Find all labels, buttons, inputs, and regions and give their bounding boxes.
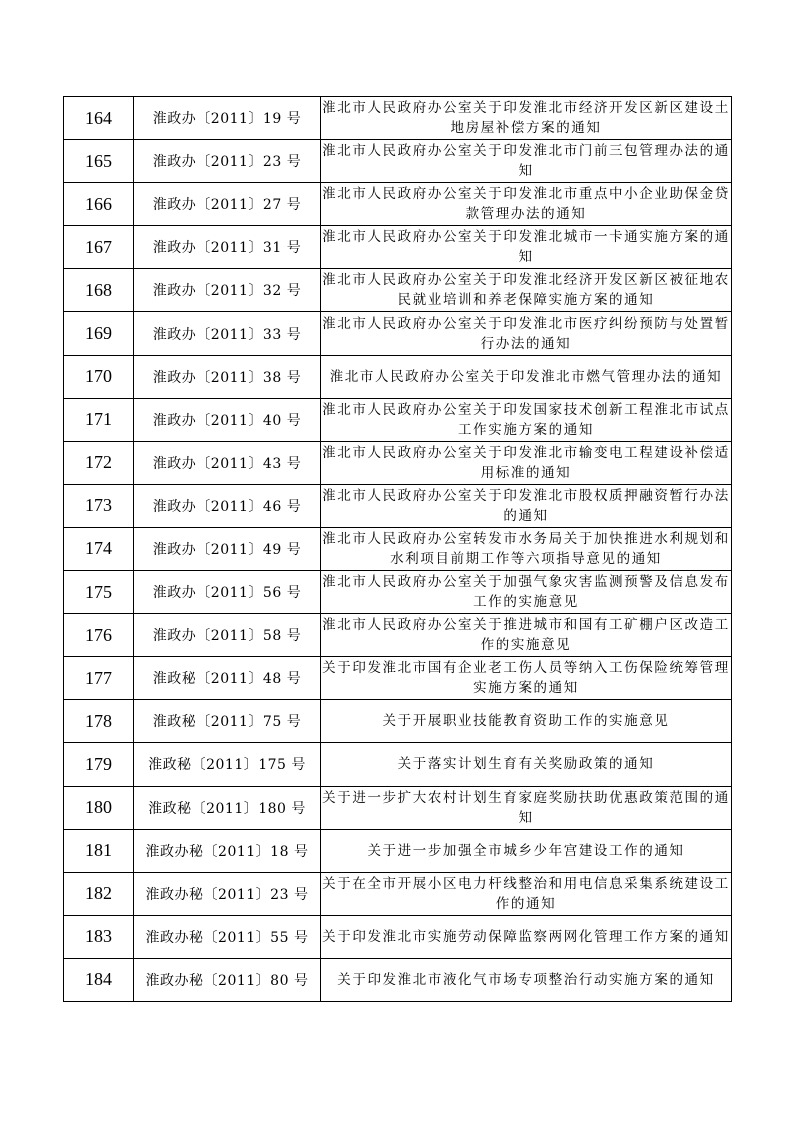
row-sequence-number: 175 <box>64 571 134 614</box>
table-row <box>64 743 732 786</box>
document-number: 淮政办〔2011〕27 号 <box>134 183 321 226</box>
document-number: 淮政办〔2011〕33 号 <box>134 312 321 355</box>
document-title: 关于在全市开展小区电力杆线整治和用电信息采集系统建设工作的通知 <box>321 872 732 915</box>
document-title: 淮北市人民政府办公室转发市水务局关于加快推进水利规划和水利项目前期工作等六项指导意见的通知 <box>321 527 732 570</box>
table-row <box>64 312 732 355</box>
document-title: 淮北市人民政府办公室关于印发淮北市燃气管理办法的通知 <box>321 355 732 398</box>
document-table <box>63 96 732 1002</box>
document-title: 淮北市人民政府办公室关于印发国家技术创新工程淮北市试点工作实施方案的通知 <box>321 398 732 441</box>
document-number: 淮政办秘〔2011〕23 号 <box>134 872 321 915</box>
row-sequence-number: 180 <box>64 786 134 829</box>
row-sequence-number: 169 <box>64 312 134 355</box>
table-row <box>64 571 732 614</box>
row-sequence-number: 167 <box>64 226 134 269</box>
document-number: 淮政秘〔2011〕48 号 <box>134 657 321 700</box>
table-row <box>64 915 732 958</box>
table-row <box>64 829 732 872</box>
document-title: 淮北市人民政府办公室关于印发淮北市重点中小企业助保金贷款管理办法的通知 <box>321 183 732 226</box>
document-number: 淮政办〔2011〕58 号 <box>134 614 321 657</box>
row-sequence-number: 172 <box>64 441 134 484</box>
document-table-body <box>64 97 732 1002</box>
document-number: 淮政办秘〔2011〕80 号 <box>134 958 321 1001</box>
table-row <box>64 958 732 1001</box>
row-sequence-number: 179 <box>64 743 134 786</box>
document-number: 淮政办〔2011〕49 号 <box>134 527 321 570</box>
document-title: 淮北市人民政府办公室关于印发淮北城市一卡通实施方案的通知 <box>321 226 732 269</box>
document-number: 淮政办秘〔2011〕18 号 <box>134 829 321 872</box>
row-sequence-number: 183 <box>64 915 134 958</box>
row-sequence-number: 177 <box>64 657 134 700</box>
document-title: 关于印发淮北市液化气市场专项整治行动实施方案的通知 <box>321 958 732 1001</box>
document-number: 淮政办〔2011〕23 号 <box>134 140 321 183</box>
document-title: 淮北市人民政府办公室关于印发淮北经济开发区新区被征地农民就业培训和养老保障实施方案的通知 <box>321 269 732 312</box>
row-sequence-number: 184 <box>64 958 134 1001</box>
table-row <box>64 398 732 441</box>
document-number: 淮政办〔2011〕56 号 <box>134 571 321 614</box>
document-number: 淮政办〔2011〕19 号 <box>134 97 321 140</box>
row-sequence-number: 166 <box>64 183 134 226</box>
table-row <box>64 226 732 269</box>
table-row <box>64 614 732 657</box>
document-title: 关于进一步加强全市城乡少年宫建设工作的通知 <box>321 829 732 872</box>
row-sequence-number: 182 <box>64 872 134 915</box>
document-number: 淮政办〔2011〕40 号 <box>134 398 321 441</box>
document-number: 淮政办〔2011〕43 号 <box>134 441 321 484</box>
document-title: 淮北市人民政府办公室关于加强气象灾害监测预警及信息发布工作的实施意见 <box>321 571 732 614</box>
document-title: 关于落实计划生育有关奖励政策的通知 <box>321 743 732 786</box>
document-title: 淮北市人民政府办公室关于印发淮北市门前三包管理办法的通知 <box>321 140 732 183</box>
table-row <box>64 140 732 183</box>
document-title: 关于印发淮北市实施劳动保障监察两网化管理工作方案的通知 <box>321 915 732 958</box>
document-title: 淮北市人民政府办公室关于印发淮北市输变电工程建设补偿适用标准的通知 <box>321 441 732 484</box>
document-title: 淮北市人民政府办公室关于推进城市和国有工矿棚户区改造工作的实施意见 <box>321 614 732 657</box>
table-row <box>64 97 732 140</box>
document-title: 淮北市人民政府办公室关于印发淮北市医疗纠纷预防与处置暂行办法的通知 <box>321 312 732 355</box>
table-row <box>64 441 732 484</box>
table-row <box>64 484 732 527</box>
table-row <box>64 355 732 398</box>
document-title: 关于进一步扩大农村计划生育家庭奖励扶助优惠政策范围的通知 <box>321 786 732 829</box>
document-title: 淮北市人民政府办公室关于印发淮北市股权质押融资暂行办法的通知 <box>321 484 732 527</box>
document-title: 关于开展职业技能教育资助工作的实施意见 <box>321 700 732 743</box>
table-row <box>64 700 732 743</box>
row-sequence-number: 164 <box>64 97 134 140</box>
document-number: 淮政秘〔2011〕75 号 <box>134 700 321 743</box>
document-number: 淮政秘〔2011〕180 号 <box>134 786 321 829</box>
row-sequence-number: 173 <box>64 484 134 527</box>
row-sequence-number: 165 <box>64 140 134 183</box>
row-sequence-number: 170 <box>64 355 134 398</box>
table-row <box>64 183 732 226</box>
table-row <box>64 269 732 312</box>
document-number: 淮政办〔2011〕31 号 <box>134 226 321 269</box>
row-sequence-number: 168 <box>64 269 134 312</box>
row-sequence-number: 171 <box>64 398 134 441</box>
document-title: 淮北市人民政府办公室关于印发淮北市经济开发区新区建设土地房屋补偿方案的通知 <box>321 97 732 140</box>
document-number: 淮政办〔2011〕38 号 <box>134 355 321 398</box>
row-sequence-number: 181 <box>64 829 134 872</box>
row-sequence-number: 178 <box>64 700 134 743</box>
table-row <box>64 786 732 829</box>
document-number: 淮政办〔2011〕32 号 <box>134 269 321 312</box>
table-row <box>64 527 732 570</box>
table-row <box>64 657 732 700</box>
document-number: 淮政秘〔2011〕175 号 <box>134 743 321 786</box>
table-row <box>64 872 732 915</box>
document-title: 关于印发淮北市国有企业老工伤人员等纳入工伤保险统筹管理实施方案的通知 <box>321 657 732 700</box>
row-sequence-number: 176 <box>64 614 134 657</box>
document-number: 淮政办秘〔2011〕55 号 <box>134 915 321 958</box>
row-sequence-number: 174 <box>64 527 134 570</box>
document-number: 淮政办〔2011〕46 号 <box>134 484 321 527</box>
